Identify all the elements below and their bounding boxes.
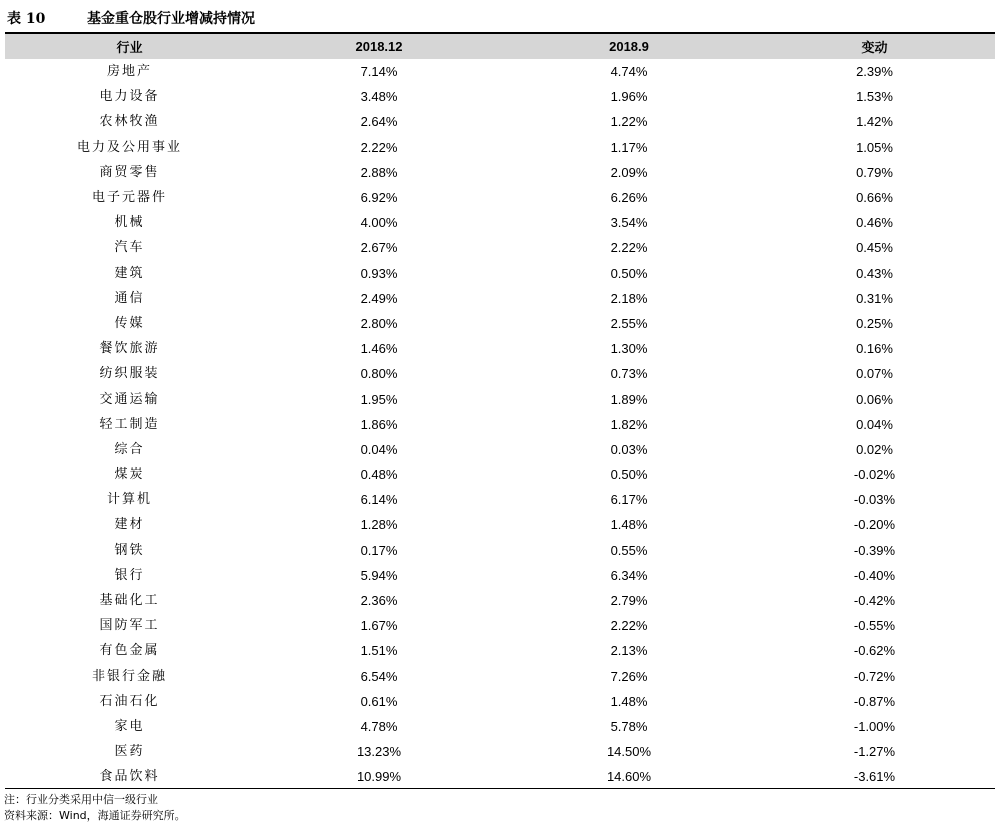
change-cell: 0.31% (856, 290, 893, 306)
industry-cell: 建材 (114, 517, 145, 533)
change-cell: 0.07% (856, 366, 893, 382)
value-2018-12-cell: 1.28% (360, 517, 398, 533)
table-row (5, 462, 995, 487)
value-2018-12-cell: 1.46% (360, 341, 398, 357)
value-2018-9-cell: 14.50% (606, 744, 652, 760)
value-2018-9-cell: 2.22% (610, 618, 648, 634)
table-row (5, 437, 995, 462)
value-2018-12-cell: 10.99% (356, 769, 402, 785)
value-2018-9-cell: 0.50% (610, 467, 648, 483)
table-row (5, 689, 995, 714)
industry-cell: 医药 (114, 744, 145, 760)
industry-cell: 汽车 (114, 240, 145, 256)
holdings-table (5, 34, 995, 789)
industry-cell: 家电 (114, 718, 145, 734)
change-cell: 0.25% (856, 315, 893, 331)
value-2018-12-cell: 7.14% (360, 64, 398, 80)
value-2018-9-cell: 0.50% (610, 265, 648, 281)
header-change: 变动 (861, 40, 888, 55)
table-row (5, 563, 995, 588)
industry-cell: 建筑 (114, 265, 145, 281)
change-cell: 0.04% (856, 416, 893, 432)
source-note: 资料来源：Wind，海通证券研究所。 (4, 809, 186, 822)
value-2018-9-cell: 1.48% (610, 693, 648, 709)
value-2018-12-cell: 0.48% (360, 467, 398, 483)
value-2018-12-cell: 4.78% (360, 718, 398, 734)
table-row (5, 84, 995, 109)
change-cell: -0.03% (853, 492, 896, 508)
industry-cell: 通信 (114, 290, 145, 306)
value-2018-12-cell: 4.00% (360, 215, 398, 231)
value-2018-9-cell: 0.03% (610, 441, 648, 457)
industry-cell: 电力设备 (99, 89, 160, 105)
table-row (5, 135, 995, 160)
table-row (5, 109, 995, 134)
change-cell: 1.05% (856, 139, 893, 155)
value-2018-12-cell: 2.64% (360, 114, 398, 130)
change-cell: 0.02% (856, 441, 893, 457)
change-cell: -0.42% (853, 593, 896, 609)
change-cell: 0.46% (856, 215, 893, 231)
value-2018-9-cell: 1.96% (610, 89, 648, 105)
value-2018-12-cell: 0.04% (360, 441, 398, 457)
value-2018-9-cell: 0.55% (610, 542, 648, 558)
table-row (5, 638, 995, 663)
value-2018-12-cell: 2.80% (360, 315, 398, 331)
value-2018-9-cell: 4.74% (610, 64, 648, 80)
value-2018-9-cell: 2.22% (610, 240, 648, 256)
industry-cell: 商贸零售 (99, 164, 160, 180)
value-2018-12-cell: 0.80% (360, 366, 398, 382)
header-2018-12: 2018.12 (355, 39, 403, 54)
value-2018-12-cell: 2.67% (360, 240, 398, 256)
industry-cell: 基础化工 (99, 593, 160, 609)
industry-cell: 餐饮旅游 (99, 341, 160, 357)
value-2018-9-cell: 7.26% (610, 668, 648, 684)
industry-cell: 非银行金融 (91, 668, 167, 684)
table-row (5, 210, 995, 235)
value-2018-12-cell: 2.49% (360, 290, 398, 306)
value-2018-9-cell: 2.13% (610, 643, 648, 659)
industry-cell: 钢铁 (114, 542, 145, 558)
industry-cell: 机械 (114, 215, 145, 231)
table-row (5, 59, 995, 84)
table-row (5, 588, 995, 613)
change-cell: -0.02% (853, 467, 896, 483)
value-2018-9-cell: 2.09% (610, 164, 648, 180)
value-2018-12-cell: 1.51% (360, 643, 398, 659)
value-2018-9-cell: 6.17% (610, 492, 648, 508)
industry-cell: 电子元器件 (91, 190, 167, 206)
footnote: 注：行业分类采用中信一级行业 (4, 793, 158, 806)
value-2018-9-cell: 6.34% (610, 567, 648, 583)
industry-cell: 传媒 (114, 315, 145, 331)
change-cell: -0.55% (853, 618, 896, 634)
value-2018-12-cell: 2.88% (360, 164, 398, 180)
header-2018-9: 2018.9 (609, 39, 649, 54)
table-row (5, 512, 995, 537)
industry-cell: 国防军工 (99, 618, 160, 634)
industry-cell: 纺织服装 (99, 366, 160, 382)
table-row (5, 764, 995, 789)
change-cell: 0.43% (856, 265, 893, 281)
table-row (5, 739, 995, 764)
value-2018-12-cell: 0.17% (360, 542, 398, 558)
value-2018-12-cell: 6.54% (360, 668, 398, 684)
change-cell: 0.45% (856, 240, 893, 256)
table-row (5, 538, 995, 563)
table-row (5, 235, 995, 260)
value-2018-9-cell: 1.30% (610, 341, 648, 357)
value-2018-9-cell: 3.54% (610, 215, 648, 231)
value-2018-12-cell: 2.22% (360, 139, 398, 155)
value-2018-12-cell: 0.93% (360, 265, 398, 281)
industry-cell: 食品饮料 (99, 769, 160, 785)
bottom-rule (5, 788, 995, 789)
industry-cell: 石油石化 (99, 693, 160, 709)
industry-cell: 农林牧渔 (99, 114, 160, 130)
value-2018-9-cell: 14.60% (606, 769, 652, 785)
table-row (5, 185, 995, 210)
change-cell: -1.00% (853, 718, 896, 734)
industry-cell: 综合 (114, 441, 145, 457)
change-cell: 1.42% (856, 114, 893, 130)
value-2018-12-cell: 6.92% (360, 190, 398, 206)
change-cell: -0.62% (853, 643, 896, 659)
industry-cell: 煤炭 (114, 467, 145, 483)
industry-cell: 有色金属 (99, 643, 160, 659)
table-header-row (5, 34, 995, 59)
table-caption (5, 6, 995, 32)
change-cell: -1.27% (853, 744, 896, 760)
industry-cell: 银行 (114, 567, 145, 583)
value-2018-9-cell: 1.22% (610, 114, 648, 130)
value-2018-9-cell: 1.82% (610, 416, 648, 432)
value-2018-12-cell: 1.67% (360, 618, 398, 634)
value-2018-12-cell: 5.94% (360, 567, 398, 583)
change-cell: -0.72% (853, 668, 896, 684)
change-cell: -0.87% (853, 693, 896, 709)
table-row (5, 261, 995, 286)
value-2018-9-cell: 2.55% (610, 315, 648, 331)
change-cell: -3.61% (853, 769, 896, 785)
change-cell: 0.06% (856, 391, 893, 407)
table-body (5, 59, 995, 789)
value-2018-12-cell: 0.61% (360, 693, 398, 709)
value-2018-9-cell: 1.17% (610, 139, 648, 155)
table-notes (4, 792, 186, 824)
table-row (5, 714, 995, 739)
change-cell: 0.16% (856, 341, 893, 357)
industry-cell: 轻工制造 (99, 416, 160, 432)
value-2018-9-cell: 2.79% (610, 593, 648, 609)
value-2018-9-cell: 6.26% (610, 190, 648, 206)
change-cell: 0.79% (856, 164, 893, 180)
value-2018-9-cell: 1.89% (610, 391, 648, 407)
table-row (5, 160, 995, 185)
value-2018-12-cell: 13.23% (356, 744, 402, 760)
value-2018-9-cell: 2.18% (610, 290, 648, 306)
table-row (5, 386, 995, 411)
table-row (5, 412, 995, 437)
industry-cell: 计算机 (106, 492, 152, 508)
change-cell: -0.39% (853, 542, 896, 558)
change-cell: 2.39% (856, 64, 893, 80)
table-row (5, 286, 995, 311)
table-row (5, 361, 995, 386)
value-2018-12-cell: 1.95% (360, 391, 398, 407)
table-row (5, 311, 995, 336)
value-2018-12-cell: 2.36% (360, 593, 398, 609)
change-cell: 1.53% (856, 89, 893, 105)
table-row (5, 664, 995, 689)
table-row (5, 487, 995, 512)
industry-cell: 电力及公用事业 (76, 139, 182, 155)
change-cell: 0.66% (856, 190, 893, 206)
change-cell: -0.20% (853, 517, 896, 533)
table-title: 基金重仓股行业增减持情况 (87, 11, 255, 27)
header-industry: 行业 (116, 40, 143, 55)
value-2018-9-cell: 1.48% (610, 517, 648, 533)
industry-cell: 交通运输 (99, 391, 160, 407)
industry-cell: 房地产 (106, 64, 152, 80)
value-2018-12-cell: 6.14% (360, 492, 398, 508)
value-2018-12-cell: 3.48% (360, 89, 398, 105)
table-row (5, 613, 995, 638)
table-number: 表 10 (7, 11, 46, 27)
change-cell: -0.40% (853, 567, 896, 583)
value-2018-12-cell: 1.86% (360, 416, 398, 432)
value-2018-9-cell: 5.78% (610, 718, 648, 734)
table-row (5, 336, 995, 361)
value-2018-9-cell: 0.73% (610, 366, 648, 382)
